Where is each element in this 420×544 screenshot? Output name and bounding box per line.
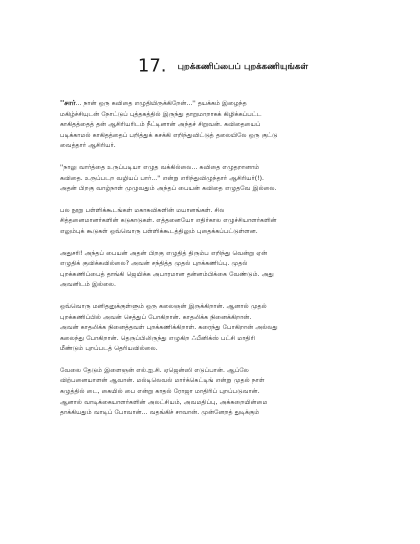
chapter-heading [60, 56, 386, 76]
paragraph-line: எழுதிக் குவிக்கவில்லை? அவன் சந்தித்த முதல் புறக்கணிப்பு. முதல் [60, 260, 248, 268]
paragraph-line: சித்தனைமானர்களின் கடுகாடுகள். எத்தனையோ எதிர்கால எழுச்சியாளர்களின் [60, 217, 277, 225]
paragraph-line: கவிதை. உருப்படற வழியப் பார்...'' என்று எரிந்துவிழுந்தார் ஆசிரியர்(!). [60, 174, 264, 182]
paragraph-line: தாக்கியதும் வாடிப் போவான்... வதங்கிச் சாவான். முன்னேறத் துடிக்கும் [60, 409, 260, 417]
paragraph-4 [60, 249, 386, 291]
paragraph-2 [60, 163, 386, 195]
paragraph-line: ஒவ்வொரு மனிதனுக்குள்ளும் ஒரு கலைஞன் இருக்கிறான். ஆனால் முதல் [60, 302, 267, 310]
paragraph-line: புறக்கணிப்பில் அவன் செத்துப் போகிறான். காதலிக்க நினைக்கிறான். [60, 313, 252, 321]
paragraph-line: வைத்தார் ஆசிரியர். [60, 142, 116, 150]
paragraph-3 [60, 206, 386, 238]
paragraph-1 [60, 98, 386, 152]
paragraph-line: விற்பனையாளன் ஆவான். மல்டிலெவல் மார்க்கெட்டிங் என்று முதல் நாள் [60, 377, 265, 385]
paragraph-line-text: ... நான் ஒரு கவிதை எழுதியிருக்கிறேன்...'' தயக்கம் இழைந்த [75, 100, 247, 107]
paragraph-line: படிக்காமல் காகிதத்தைப் பறித்துக் கசக்கி எறிந்துவிட்டுத் தலையிலே ஒரு குட்டு [60, 131, 278, 139]
chapter-number: 17. [137, 55, 167, 77]
paragraph-line: மகிழ்ச்சியுடன் நோட்டுப் புத்தகத்தில் இருந்து தாறுமாறாகக் கிழிக்கப்பட்ட [60, 110, 262, 118]
paragraph-line: அவனிடம் இல்லை. [60, 281, 116, 289]
paragraph-line: கலைந்து போகிறான். தெருப்பிலிருந்து எழுகிற ஃபீனிக்ஸ் பட்சி மாதிரி [60, 334, 256, 342]
paragraph-line: கழுத்தில் டை, கையில் பை என்று காதல் ரோஜா மாதிரிப் புறப்படுவான். [60, 388, 260, 396]
paragraph-line: காகிதத்தைத் தன் ஆசிரியரிடம் நீட்டினான் அந்தச் சிறுவன். கவிதையைப் [60, 121, 261, 129]
paragraph-5 [60, 302, 386, 355]
paragraph-line: ஆனால் வாடிக்கையாளர்களின் அலட்சியம், அவமதிப்பு, அக்கறையின்மை [60, 398, 268, 406]
paragraph-line: அதுசரி! அந்தப் பையன் அதன் பிறகு எழுதித் திரும்ப எறிந்து வென்று ஏன் [60, 249, 268, 257]
paragraph-6 [60, 366, 386, 419]
paragraph-lead: ''சார் [60, 99, 76, 107]
paragraph-line: மீண்டும் புறப்படத் தெரியவில்லை. [60, 345, 158, 353]
paragraph-line: வேலை தேடும் இளைஞன் எல்.ஐ.சி. ஏஜென்ஸி எடுப்பான். ஆப்லே [60, 366, 249, 374]
chapter-title: புறக்கணிப்பைப் புறக்கணியுங்கள் [177, 61, 309, 72]
paragraph-line [60, 98, 386, 110]
paragraph-line: புறக்கணிப்பைத் தாங்கி ஜெயிக்க அபாரமான தன்னம்பிக்கை வேண்டும். அது [60, 270, 274, 278]
paragraph-line: ''நாலு வார்த்தை உருப்படியா எழுத வக்கில்லை... கவிதை எழுதறானாம் [60, 163, 260, 171]
paragraph-line: அதன் பிறகு வாழ்நாள் முழுவதும் அந்தப் பையன் கவிதை எழுதவே இல்லை. [60, 185, 277, 193]
paragraph-line: எலும்புக் கூடுகள் ஒவ்வொரு பள்ளிக்கூடத்திலும் புதைக்கப்பட்டுள்ளன. [60, 227, 258, 235]
paragraph-line: பல நூறு பள்ளிக்கூடங்கள் மகாகவிகளின் மயானங்கள். சில [60, 206, 225, 214]
paragraph-line: அவன் காதலிக்க நினைத்தவள் புறக்கணிக்கிறாள். கரைந்து போகிறான் அல்லது [60, 324, 278, 332]
